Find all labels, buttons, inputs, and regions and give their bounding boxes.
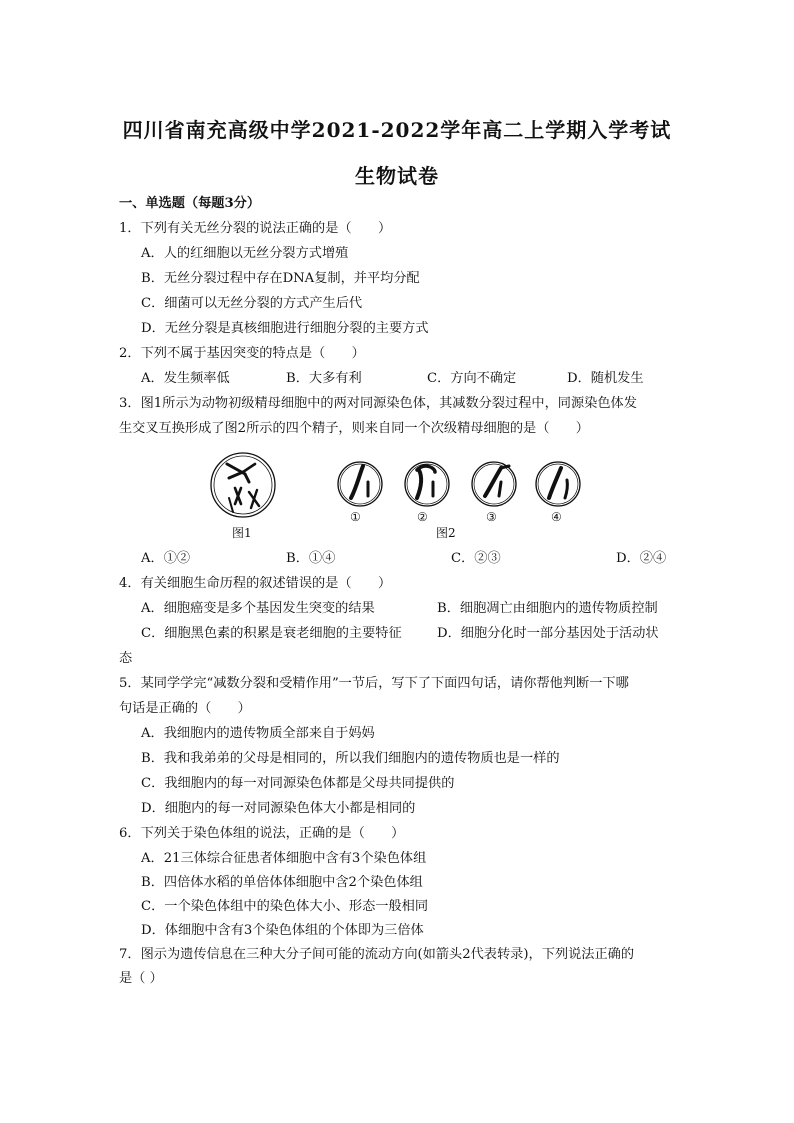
q7-stem-line1: 7．图示为遗传信息在三种大分子间可能的流动方向(如箭头2代表转录)，下列说法正确的 (119, 947, 635, 962)
q6-stem: 6．下列关于染色体组的说法，正确的是（ ） (119, 826, 405, 841)
q4-option-d-line1: D．细胞分化时一部分基因处于活动状 (437, 626, 659, 641)
q5-option-c: C．我细胞内的每一对同源染色体都是父母共同提供的 (141, 776, 455, 791)
q4-option-c: C．细胞黑色素的积累是衰老细胞的主要特征 (141, 626, 402, 641)
fig1-cell (211, 453, 275, 517)
q3-stem-line1: 3．图1所示为动物初级精母细胞中的两对同源染色体，其减数分裂过程中，同源染色体发 (119, 396, 637, 411)
fig2-label: 图2 (436, 526, 456, 540)
chromosome-diagram (205, 452, 585, 542)
q6-option-d: D．体细胞中含有3个染色体组的个体即为三倍体 (141, 923, 424, 938)
q3-stem-line2: 生交叉互换形成了图2所示的四个精子，则来自同一个次级精母细胞的是（ ） (119, 421, 589, 436)
q1-stem: 1．下列有关无丝分裂的说法正确的是（ ） (119, 221, 392, 236)
q2-option-c: C．方向不确定 (427, 371, 517, 386)
q3-option-d: D．②④ (616, 551, 667, 566)
q6-option-a: A．21三体综合征患者体细胞中含有3个染色体组 (141, 851, 427, 866)
fig1-label: 图1 (232, 526, 252, 540)
q1-option-c: C．细菌可以无丝分裂的方式产生后代 (141, 296, 363, 311)
sperm-label-1: ① (350, 510, 361, 524)
q1-option-d: D．无丝分裂是真核细胞进行细胞分裂的主要方式 (141, 321, 429, 336)
q4-option-a: A．细胞癌变是多个基因发生突变的结果 (141, 601, 375, 616)
q3-option-a: A．①② (141, 551, 191, 566)
q7-stem-line2: 是（ ） (119, 971, 163, 986)
sperm-label-3: ③ (486, 510, 497, 524)
q4-option-d-line2: 态 (119, 651, 133, 666)
q3-option-c: C．②③ (451, 551, 501, 566)
q1-option-a: A．人的红细胞以无丝分裂方式增殖 (141, 246, 349, 261)
q2-option-a: A．发生频率低 (141, 371, 230, 386)
sperm-1 (338, 462, 382, 506)
q5-stem-line2: 句话是正确的（ ） (119, 701, 251, 716)
exam-subtitle: 生物试卷 (355, 164, 439, 188)
q5-option-b: B．我和我弟弟的父母是相同的，所以我们细胞内的遗传物质也是一样的 (141, 751, 560, 766)
q5-stem-line1: 5．某同学学完“减数分裂和受精作用”一节后，写下了下面四句话，请你帮他判断一下哪 (119, 676, 629, 691)
q3-option-b: B．①④ (286, 551, 336, 566)
sperm-2 (405, 462, 449, 506)
sperm-3 (472, 462, 516, 506)
q3-figure (205, 452, 585, 546)
sperm-4 (536, 462, 580, 506)
q6-option-b: B．四倍体水稻的单倍体体细胞中含2个染色体组 (141, 875, 423, 890)
q5-option-a: A．我细胞内的遗传物质全部来自于妈妈 (141, 726, 375, 741)
q6-option-c: C．一个染色体组中的染色体大小、形态一般相同 (141, 899, 429, 914)
sperm-label-2: ② (417, 510, 428, 524)
q2-option-d: D．随机发生 (567, 371, 644, 386)
q2-stem: 2．下列不属于基因突变的特点是（ ） (119, 346, 365, 361)
section-title: 一、单选题（每题3分） (119, 196, 261, 211)
exam-title: 四川省南充高级中学2021-2022学年高二上学期入学考试 (122, 118, 672, 142)
sperm-label-4: ④ (551, 510, 562, 524)
q1-option-b: B．无丝分裂过程中存在DNA复制，并平均分配 (141, 271, 420, 286)
q2-option-b: B．大多有利 (286, 371, 362, 386)
q5-option-d: D．细胞内的每一对同源染色体大小都是相同的 (141, 801, 416, 816)
q4-option-b: B．细胞凋亡由细胞内的遗传物质控制 (437, 601, 658, 616)
q4-stem: 4．有关细胞生命历程的叙述错误的是（ ） (119, 576, 392, 591)
